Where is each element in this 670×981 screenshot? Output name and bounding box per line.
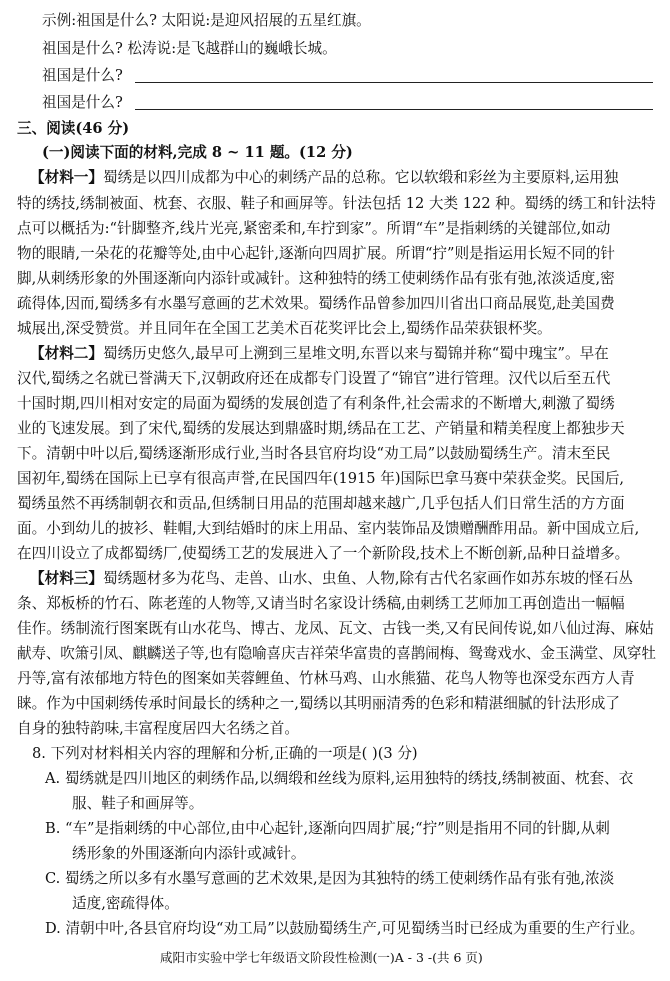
material-3-line-5: 丹等,富有浓郁地方特色的图案如芙蓉鲤鱼、竹林马鸡、山水熊猫、花鸟人物等也深受东西方人青 [17,670,635,687]
material-1-line-6: 疏得体,因而,蜀绣多有水墨写意画的艺术效果。蜀绣作品曾参加四川省出口商品展览,赴美国费 [17,295,615,312]
material-1-line-5: 脚,从刺绣形象的外围逐渐向内添针或减针。这种独特的绣工使刺绣作品有张有弛,浓淡适度,密 [17,270,615,287]
example-question-1: 祖国是什么? [42,67,123,84]
material-1-label: 【材料一】 [30,169,103,186]
material-1-line-4: 物的眼睛,一朵花的花瓣等处,由中心起针,逐渐向四周扩展。所谓“拧”则是指运用长短不同的针 [17,245,615,262]
answer-blank-1[interactable] [135,82,653,83]
material-2-line-4: 业的飞速发展。到了宋代,蜀绣的发展达到鼎盛时期,绣品在工艺、产销量和精美程度上都独步天 [17,420,625,437]
material-3-line-7: 自身的独特韵味,丰富程度居四大名绣之首。 [17,720,299,737]
material-3-line-3: 佳作。绣制流行图案既有山水花鸟、博古、龙凤、瓦文、古钱一类,又有民间传说,如八仙过海、麻姑 [17,620,654,637]
material-1-line-3: 点可以概括为:“针脚整齐,线片光亮,紧密柔和,车拧到家”。所谓“车”是指刺绣的关键部位,如动 [17,220,611,237]
material-2-line-6: 国初年,蜀绣在国际上已享有很高声誉,在民国四年(1915 年)国际巴拿马赛中荣获金奖。民国后, [17,470,625,487]
material-3-text-1: 蜀绣题材多为花鸟、走兽、山水、虫鱼、人物,除有古代名家画作如苏东坡的怪石丛 [102,570,634,587]
option-d[interactable]: D. 清朝中叶,各县官府均设“劝工局”以鼓励蜀绣生产,可见蜀绣当时已经成为重要的生产行业。 [45,920,645,937]
material-2-line-9: 在四川设立了成都蜀绣厂,使蜀绣工艺的发展进入了一个新阶段,技术上不断创新,品种日益增多。 [17,545,630,562]
option-c[interactable]: C. 蜀绣之所以多有水墨写意画的艺术效果,是因为其独特的绣工使刺绣作品有张有弛,浓淡 [45,870,615,887]
section-subtitle: (一)阅读下面的材料,完成 8 ~ 11 题。(12 分) [42,144,353,161]
material-3-line-4: 献寿、吹箫引凤、麒麟送子等,也有隐喻喜庆吉祥荣华富贵的喜鹊闹梅、鸳鸯戏水、金玉满堂、凤穿牡 [17,645,656,662]
material-2-line-3: 十国时期,四川相对安定的局面为蜀绣的发展创造了有利条件,社会需求的不断增大,刺激了蜀绣 [17,395,615,412]
material-3-label: 【材料三】 [30,570,103,587]
material-2-label: 【材料二】 [30,345,103,362]
material-3-line-6: 睐。作为中国刺绣传承时间最长的绣种之一,蜀绣以其明丽清秀的色彩和精湛细腻的针法形成了 [17,695,620,712]
material-2-text-1: 蜀绣历史悠久,最早可上溯到三星堆文明,东晋以来与蜀锦并称“蜀中瑰宝”。早在 [102,345,609,362]
question-8-stem: 8. 下列对材料相关内容的理解和分析,正确的一项是( )(3 分) [32,745,418,762]
material-2-line-8: 面。小到幼儿的披衫、鞋帽,大到结婚时的床上用品、室内装饰品及馈赠酬酢用品。新中国成立后, [17,520,640,537]
material-1-line-7: 城展出,深受赞赏。并且同年在全国工艺美术百花奖评比会上,蜀绣作品荣获银杯奖。 [17,320,552,337]
example-line-1: 示例:祖国是什么? 太阳说:是迎风招展的五星红旗。 [42,12,371,29]
material-2-line-7: 蜀绣虽然不再绣制朝衣和贡品,但绣制日用品的范围却越来越广,几乎包括人们日常生活的方方面 [17,495,625,512]
example-line-2: 祖国是什么? 松涛说:是飞越群山的巍峨长城。 [42,40,337,57]
option-c-cont: 适度,密疏得体。 [72,895,179,912]
material-1-line-1 [30,168,618,188]
material-2-line-5: 下。清朝中叶以后,蜀绣逐渐形成行业,当时各县官府均设“劝工局”以鼓励蜀绣生产。清末至民 [17,445,611,462]
option-a-cont: 服、鞋子和画屏等。 [72,795,204,812]
material-1-line-2: 特的绣技,绣制被面、枕套、衣服、鞋子和画屏等。针法包括 12 大类 122 种。蜀绣的绣工和针法特 [17,195,656,212]
answer-blank-2[interactable] [135,109,653,110]
section-title: 三、阅读(46 分) [17,120,130,137]
option-a[interactable]: A. 蜀绣就是四川地区的刺绣作品,以绸缎和丝线为原料,运用独特的绣技,绣制被面、枕套、衣 [45,770,634,787]
option-b[interactable]: B. “车”是指刺绣的中心部位,由中心起针,逐渐向四周扩展;“拧”则是指用不同的针脚,从刺 [45,820,610,837]
material-1-text-1: 蜀绣是以四川成都为中心的刺绣产品的总称。它以软缎和彩丝为主要原料,运用独 [102,169,619,186]
material-3-line-1 [30,569,633,589]
material-3-line-2: 条、郑板桥的竹石、陈老莲的人物等,又请当时名家设计绣稿,由刺绣工艺师加工再创造出一幅幅 [17,595,625,612]
page-footer: 咸阳市实验中学七年级语文阶段性检测(一)A - 3 -(共 6 页) [160,950,483,965]
material-2-line-2: 汉代,蜀绣之名就已誉满天下,汉朝政府还在成都专门设置了“锦官”进行管理。汉代以后至五代 [17,370,611,387]
example-question-2: 祖国是什么? [42,94,123,111]
option-b-cont: 绣形象的外围逐渐向内添针或减针。 [72,845,306,862]
material-2-line-1 [30,344,609,364]
